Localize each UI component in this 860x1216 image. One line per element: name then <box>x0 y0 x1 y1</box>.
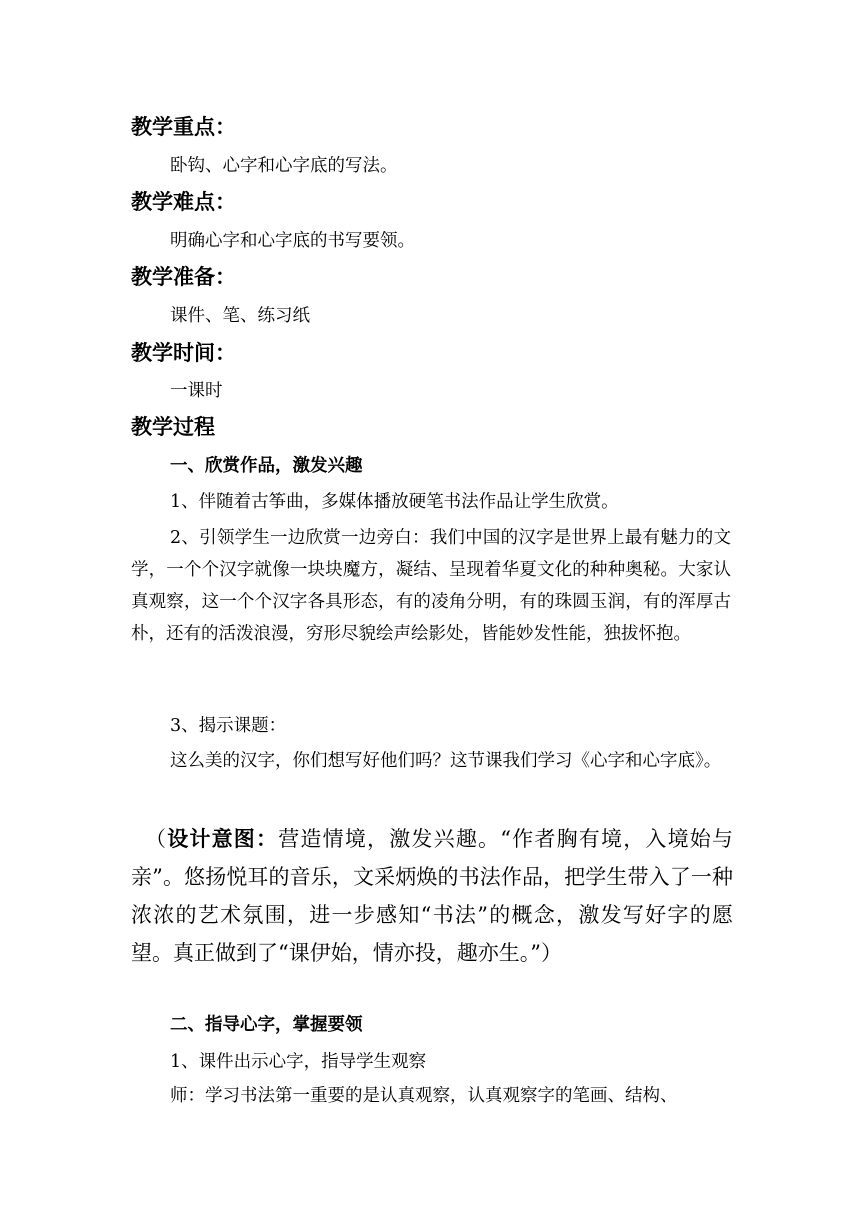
part1-item2: 2、引领学生一边欣赏一边旁白：我们中国的汉字是世界上最有魅力的文学，一个个汉字就像一块块魔方，凝结、呈现着华夏文化的种种奥秘。大家认真观察，这一个个汉字各具形态，有的凌角分明，有的珠圆玉润，有的浑厚古朴，还有的活泼浪漫，穷形尽貌绘声绘影处，皆能妙发性能，独拔怀抱。 <box>131 528 731 644</box>
teaching-preparation-text: 课件、笔、练习纸 <box>170 306 310 326</box>
part2-item1: 1、课件出示心字，指导学生观察 <box>170 1052 427 1072</box>
heading-teaching-difficulty: 教学难点： <box>131 190 236 214</box>
design-intent-paragraph <box>131 820 733 972</box>
teaching-focus-text: 卧钩、心字和心字底的写法。 <box>170 156 398 176</box>
part1-item3-text: 这么美的汉字，你们想写好他们吗？这节课我们学习《心字和心字底》。 <box>170 751 722 771</box>
part1-item3: 3、揭示课题： <box>170 716 287 736</box>
design-intent-open-paren: （ <box>145 827 168 851</box>
part1-item1: 1、伴随着古筝曲，多媒体播放硬笔书法作品让学生欣赏。 <box>170 492 619 512</box>
heading-teaching-preparation: 教学准备： <box>131 265 236 289</box>
design-intent-label: 设计意图： <box>167 827 279 851</box>
teaching-time-text: 一课时 <box>170 381 223 401</box>
heading-teaching-process: 教学过程 <box>131 415 215 439</box>
heading-teaching-focus: 教学重点： <box>131 115 236 139</box>
design-intent-text: 营造情境，激发兴趣。“作者胸有境，入境始与亲”。悠扬悦耳的音乐，文采炳焕的书法作品，把学生带入了一种浓浓的艺术氛围，进一步感知“书法”的概念，激发写好字的愿望。真正做到了“课伊始，情亦投，趣亦生。”） <box>131 827 734 965</box>
part1-title: 一、欣赏作品，激发兴趣 <box>170 456 363 476</box>
part2-title: 二、指导心字，掌握要领 <box>170 1015 363 1035</box>
heading-teaching-time: 教学时间： <box>131 341 236 365</box>
teaching-difficulty-text: 明确心字和心字底的书写要领。 <box>170 231 415 251</box>
part2-item1-text: 师：学习书法第一重要的是认真观察，认真观察字的笔画、结构、 <box>170 1086 678 1106</box>
